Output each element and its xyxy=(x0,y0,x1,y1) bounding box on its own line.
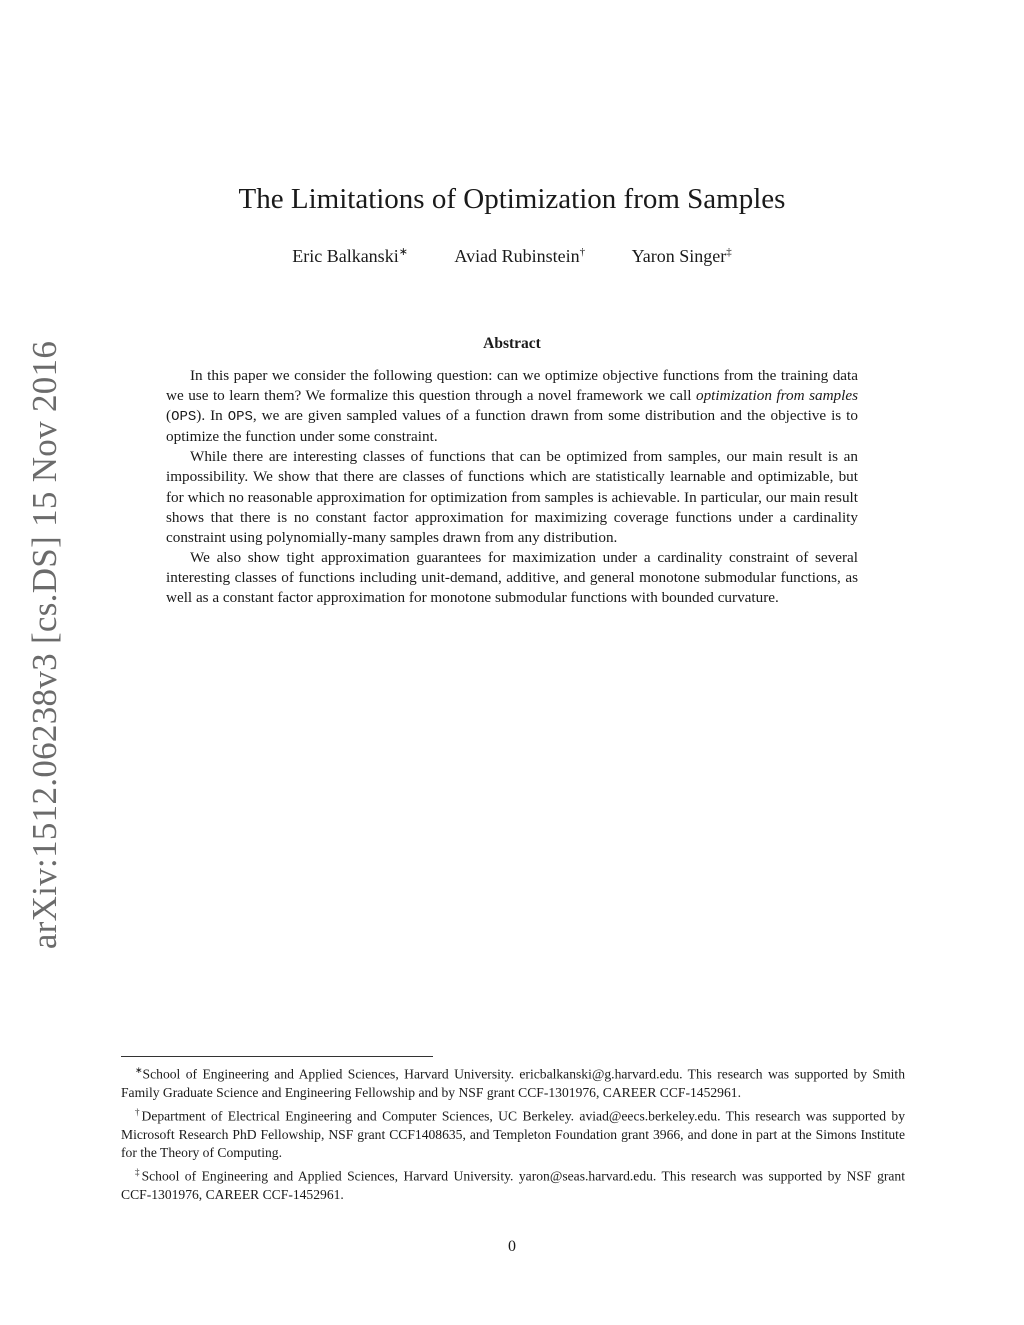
abstract-heading: Abstract xyxy=(483,335,541,352)
footnote-mark: ‡ xyxy=(135,1166,142,1177)
footnote xyxy=(121,1061,905,1103)
footnote-text: Department of Electrical Engineering and Computer Sciences, UC Berkeley. aviad@eecs.berkeley.edu. This research was supported by Microsoft Research PhD Fellowship, NSF grant CCF1408635, and Templeton Foundation grant 3966, and done in part at the Simons Institute for the Theory of Computing. xyxy=(121,1108,905,1161)
abstract-code-term: OPS xyxy=(171,409,197,426)
abstract-body xyxy=(166,366,858,608)
author-list xyxy=(0,245,1024,267)
abstract-text: ( xyxy=(166,407,172,425)
abstract-paragraph: We also show tight approximation guarantees for maximization under a cardinality constraint of several interesting classes of functions including unit-demand, additive, and general monotone submodular functions, as well as a constant factor approximation for monotone submodular functions with bounded curvature. xyxy=(166,548,858,607)
abstract-emphasis: optimization from samples xyxy=(695,387,859,405)
arxiv-identifier: arXiv:1512.06238v3 [cs.DS] 15 Nov 2016 xyxy=(25,340,64,950)
abstract-text: In this paper we consider the following question: can we optimize objective functions from the training data we use to learn them? We formalize this question through a novel framework we call xyxy=(166,367,858,405)
abstract-paragraph: While there are interesting classes of functions that can be optimized from samples, our main result is an impossibility. We show that there are classes of functions which are statistically learnable and optimizable, but for which no reasonable approximation for optimization from samples is achievable. In particular, our main result shows that there is no constant factor approximation for maximizing coverage functions under a cardinality constraint using polynomially-many samples drawn from any distribution. xyxy=(166,448,858,546)
footnote-rule xyxy=(121,1056,433,1057)
author-name: Aviad Rubinstein xyxy=(454,246,580,266)
author xyxy=(454,246,585,267)
author-name: Eric Balkanski xyxy=(292,246,399,266)
paper-title: The Limitations of Optimization from Samples xyxy=(238,183,786,215)
abstract-paragraph xyxy=(166,366,858,447)
page-number: 0 xyxy=(508,1238,516,1255)
footnote xyxy=(121,1163,905,1205)
footnote-mark: † xyxy=(135,1106,142,1117)
footnote-text: School of Engineering and Applied Sciences, Harvard University. ericbalkanski@g.harvard.edu. This research was supported by Smith Family Graduate Science and Engineering Fellowship and by NSF grant CCF-1301976, CAREER CCF-1452961. xyxy=(121,1066,905,1101)
abstract-text: , we are given sampled values of a function drawn from some distribution and the objective is to optimize the function under some constraint. xyxy=(166,407,858,446)
abstract-text: ). In xyxy=(196,407,228,425)
footnote-mark: ∗ xyxy=(135,1065,143,1075)
author-footnote-mark: ∗ xyxy=(398,246,408,258)
footnote-text: School of Engineering and Applied Sciences, Harvard University. yaron@seas.harvard.edu. This research was supported by NSF grant CCF-1301976, CAREER CCF-1452961. xyxy=(121,1168,905,1202)
footnote xyxy=(121,1103,905,1163)
footnotes xyxy=(121,1061,905,1204)
author-footnote-mark: ‡ xyxy=(726,246,732,258)
author xyxy=(292,245,408,267)
author xyxy=(632,246,732,267)
author-footnote-mark: † xyxy=(579,246,586,258)
author-name: Yaron Singer xyxy=(631,246,727,266)
abstract-code-term: OPS xyxy=(227,409,253,426)
